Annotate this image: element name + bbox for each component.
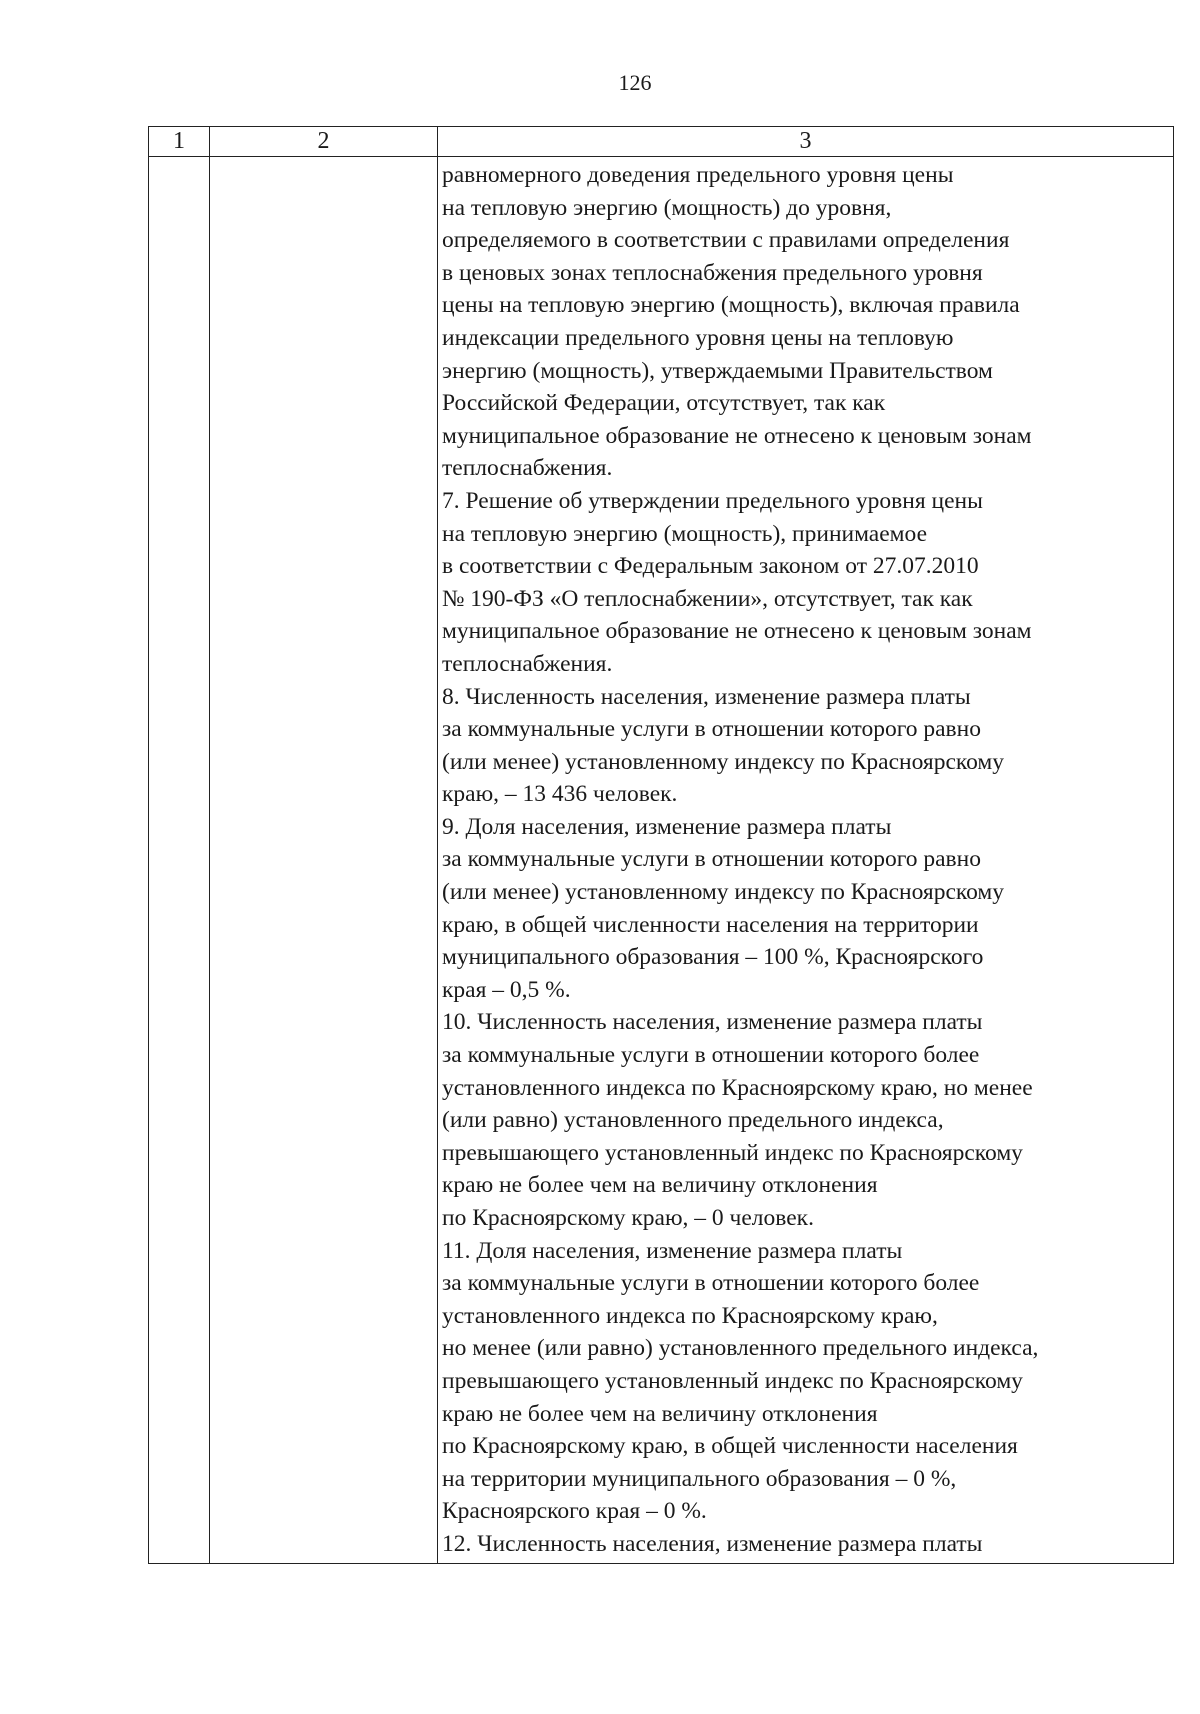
text-line: превышающего установленный индекс по Красноярскому [442,1367,1023,1394]
page-number: 126 [618,70,652,95]
column-2-cell [210,157,438,1564]
text-line: равномерного доведения предельного уровня цены [442,162,954,188]
document-table [148,126,1174,1564]
text-line: 9. Доля населения, изменение размера платы [442,813,892,840]
text-line: на тепловую энергию (мощность), принимаемое [442,520,928,547]
text-line: муниципального образования – 100 %, Красноярского [442,944,984,971]
text-line: Красноярского края – 0 %. [442,1498,707,1525]
column-header-2: 2 [210,127,438,157]
text-line: за коммунальные услуги в отношении которого более [442,1270,980,1297]
table-body-row [149,157,1174,1564]
text-line: края – 0,5 %. [442,976,571,1003]
text-line: 12. Численность населения, изменение размера платы [442,1530,983,1557]
text-line: 11. Доля населения, изменение размера платы [442,1237,903,1264]
column-1-cell [149,157,210,1564]
text-line: определяемого в соответствии с правилами определения [442,227,1010,254]
text-line: краю не более чем на величину отклонения [442,1172,878,1199]
text-line: индексации предельного уровня цены на тепловую [442,324,954,351]
text-line: краю, в общей численности населения на территории [442,911,979,938]
text-line: теплоснабжения. [442,650,613,677]
column-header-3: 3 [438,127,1174,157]
text-line: 8. Численность населения, изменение размера платы [442,683,971,710]
text-line: № 190-ФЗ «О теплоснабжении», отсутствует, так как [442,585,973,612]
text-line: (или равно) установленного предельного индекса, [442,1107,944,1134]
column-3-cell [438,157,1174,1564]
text-line: по Красноярскому краю, – 0 человек. [442,1205,814,1231]
text-line: в ценовых зонах теплоснабжения предельного уровня [442,259,983,286]
text-line: в соответствии с Федеральным законом от 27.07.2010 [442,553,979,580]
text-line: установленного индекса по Красноярскому краю, [442,1302,938,1329]
text-line: Российской Федерации, отсутствует, так как [442,390,886,417]
text-line: энергию (мощность), утверждаемыми Правительством [442,357,993,384]
text-line: (или менее) установленному индексу по Красноярскому [442,879,1005,906]
text-line: но менее (или равно) установленного предельного индекса, [442,1335,1039,1362]
text-line: цены на тепловую энергию (мощность), включая правила [442,292,1020,319]
text-line: по Красноярскому краю, в общей численности населения [442,1433,1018,1460]
text-line: теплоснабжения. [442,455,613,482]
text-line: (или менее) установленному индексу по Красноярскому [442,748,1005,775]
text-line: за коммунальные услуги в отношении которого равно [442,846,981,873]
text-line: на тепловую энергию (мощность) до уровня, [442,194,892,221]
text-line: муниципальное образование не отнесено к ценовым зонам [442,422,1032,449]
text-line: за коммунальные услуги в отношении которого более [442,1042,980,1069]
text-line: за коммунальные услуги в отношении которого равно [442,716,981,743]
text-line: краю не более чем на величину отклонения [442,1400,878,1427]
text-line: муниципальное образование не отнесено к ценовым зонам [442,618,1032,645]
text-line: краю, – 13 436 человек. [442,781,678,808]
text-line: на территории муниципального образования – 0 %, [442,1465,957,1492]
column-header-1: 1 [149,127,210,157]
text-line: 10. Численность населения, изменение размера платы [442,1009,983,1036]
text-line: 7. Решение об утверждении предельного уровня цены [442,487,983,514]
table-header-row [149,127,1174,157]
text-line: превышающего установленный индекс по Красноярскому [442,1139,1023,1166]
text-line: установленного индекса по Красноярскому краю, но менее [442,1074,1033,1101]
